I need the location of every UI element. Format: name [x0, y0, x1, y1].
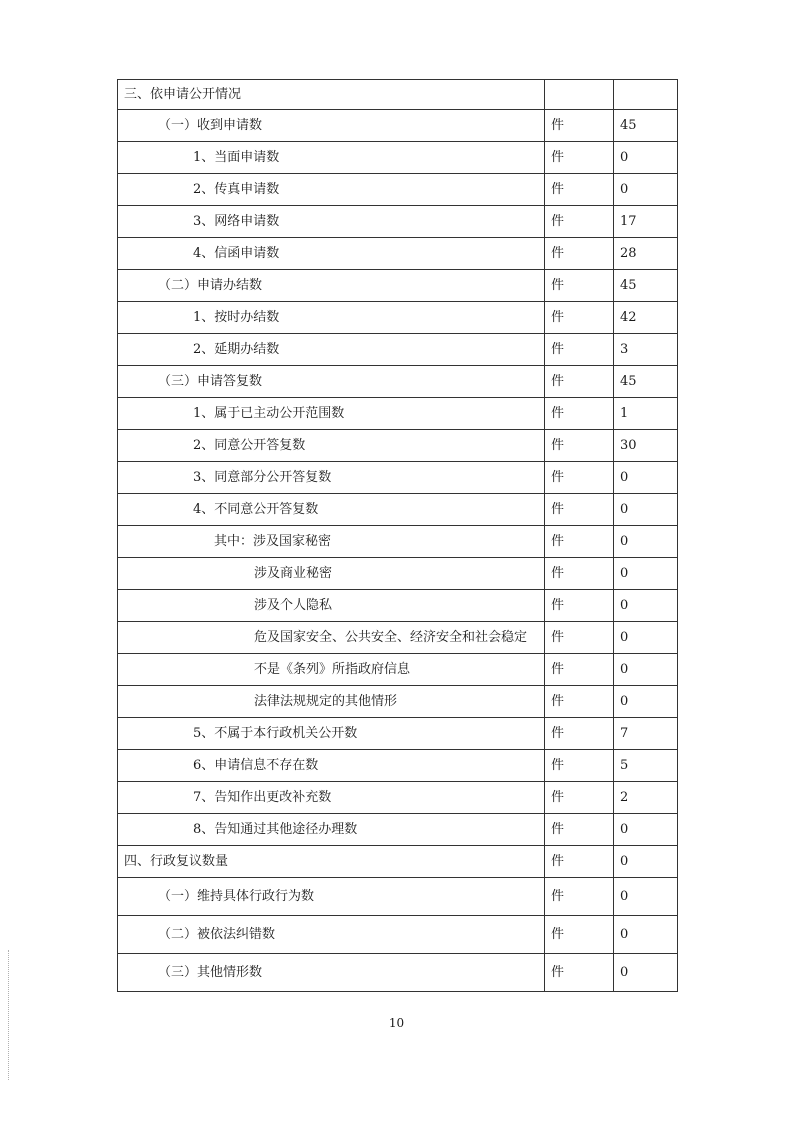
- item-label: 涉及个人隐私: [118, 590, 545, 622]
- item-value: 0: [614, 878, 678, 916]
- page-number: 10: [388, 1016, 405, 1030]
- item-value: 0: [614, 916, 678, 954]
- statistics-table-body: [118, 80, 678, 992]
- table-row: [118, 462, 678, 494]
- item-value: 0: [614, 462, 678, 494]
- item-label: 3、网络申请数: [118, 206, 545, 238]
- item-value: 45: [614, 366, 678, 398]
- item-value: 28: [614, 238, 678, 270]
- item-label: 6、申请信息不存在数: [118, 750, 545, 782]
- statistics-table: [117, 79, 678, 992]
- item-label: 8、告知通过其他途径办理数: [118, 814, 545, 846]
- item-unit: 件: [545, 430, 614, 462]
- table-row: [118, 916, 678, 954]
- item-unit: 件: [545, 462, 614, 494]
- item-value: 3: [614, 334, 678, 366]
- item-unit: 件: [545, 526, 614, 558]
- item-unit: 件: [545, 174, 614, 206]
- item-value: 5: [614, 750, 678, 782]
- item-value: 0: [614, 622, 678, 654]
- item-label: 2、同意公开答复数: [118, 430, 545, 462]
- item-label: （二）被依法纠错数: [118, 916, 545, 954]
- item-unit: 件: [545, 206, 614, 238]
- item-value: 7: [614, 718, 678, 750]
- table-row: [118, 110, 678, 142]
- item-unit: 件: [545, 878, 614, 916]
- item-value: 0: [614, 654, 678, 686]
- table-row: [118, 686, 678, 718]
- item-label: 法律法规规定的其他情形: [118, 686, 545, 718]
- table-row: [118, 302, 678, 334]
- item-unit: 件: [545, 622, 614, 654]
- item-unit: 件: [545, 334, 614, 366]
- item-value: 0: [614, 954, 678, 992]
- table-row: [118, 750, 678, 782]
- item-value: 0: [614, 590, 678, 622]
- item-label: 5、不属于本行政机关公开数: [118, 718, 545, 750]
- item-value: 0: [614, 174, 678, 206]
- item-label: 4、不同意公开答复数: [118, 494, 545, 526]
- item-unit: 件: [545, 366, 614, 398]
- item-label: 危及国家安全、公共安全、经济安全和社会稳定: [118, 622, 545, 654]
- item-unit: 件: [545, 782, 614, 814]
- item-unit: 件: [545, 110, 614, 142]
- table-row: [118, 334, 678, 366]
- item-unit: 件: [545, 270, 614, 302]
- item-unit: [545, 80, 614, 110]
- item-unit: 件: [545, 846, 614, 878]
- item-value: 2: [614, 782, 678, 814]
- item-label: 1、当面申请数: [118, 142, 545, 174]
- item-unit: 件: [545, 398, 614, 430]
- table-row: [118, 270, 678, 302]
- table-row: [118, 398, 678, 430]
- item-unit: 件: [545, 686, 614, 718]
- item-value: 1: [614, 398, 678, 430]
- item-label: 4、信函申请数: [118, 238, 545, 270]
- item-value: 45: [614, 270, 678, 302]
- item-value: 45: [614, 110, 678, 142]
- table-row: [118, 622, 678, 654]
- table-row: [118, 558, 678, 590]
- item-label: 1、按时办结数: [118, 302, 545, 334]
- item-unit: 件: [545, 750, 614, 782]
- item-label: 不是《条列》所指政府信息: [118, 654, 545, 686]
- item-value: 0: [614, 142, 678, 174]
- table-row: [118, 814, 678, 846]
- item-unit: 件: [545, 814, 614, 846]
- item-unit: 件: [545, 718, 614, 750]
- item-unit: 件: [545, 654, 614, 686]
- item-unit: 件: [545, 954, 614, 992]
- table-row: [118, 430, 678, 462]
- item-label: 其中：涉及国家秘密: [118, 526, 545, 558]
- item-label: 7、告知作出更改补充数: [118, 782, 545, 814]
- table-row: [118, 174, 678, 206]
- item-label: （三）申请答复数: [118, 366, 545, 398]
- item-label: 2、延期办结数: [118, 334, 545, 366]
- item-unit: 件: [545, 302, 614, 334]
- item-value: [614, 80, 678, 110]
- item-label: 2、传真申请数: [118, 174, 545, 206]
- item-value: 17: [614, 206, 678, 238]
- table-row: [118, 590, 678, 622]
- item-label: （二）申请办结数: [118, 270, 545, 302]
- item-unit: 件: [545, 494, 614, 526]
- item-value: 0: [614, 558, 678, 590]
- item-value: 0: [614, 686, 678, 718]
- table-row: [118, 846, 678, 878]
- item-unit: 件: [545, 916, 614, 954]
- item-value: 0: [614, 494, 678, 526]
- item-value: 42: [614, 302, 678, 334]
- table-row: [118, 206, 678, 238]
- item-value: 0: [614, 814, 678, 846]
- item-unit: 件: [545, 238, 614, 270]
- item-label: 3、同意部分公开答复数: [118, 462, 545, 494]
- table-row: [118, 654, 678, 686]
- table-row: [118, 366, 678, 398]
- item-value: 30: [614, 430, 678, 462]
- table-row: [118, 954, 678, 992]
- item-unit: 件: [545, 142, 614, 174]
- item-label: 1、属于已主动公开范围数: [118, 398, 545, 430]
- item-label: 涉及商业秘密: [118, 558, 545, 590]
- item-label: 三、依申请公开情况: [118, 80, 545, 110]
- table-row: [118, 718, 678, 750]
- table-row: [118, 494, 678, 526]
- table-row: [118, 80, 678, 110]
- item-label: （一）收到申请数: [118, 110, 545, 142]
- table-row: [118, 526, 678, 558]
- item-value: 0: [614, 846, 678, 878]
- item-unit: 件: [545, 558, 614, 590]
- item-unit: 件: [545, 590, 614, 622]
- table-row: [118, 142, 678, 174]
- table-row: [118, 782, 678, 814]
- item-label: 四、行政复议数量: [118, 846, 545, 878]
- item-label: （三）其他情形数: [118, 954, 545, 992]
- scan-edge-mark: [8, 950, 11, 1080]
- table-row: [118, 878, 678, 916]
- item-value: 0: [614, 526, 678, 558]
- item-label: （一）维持具体行政行为数: [118, 878, 545, 916]
- table-row: [118, 238, 678, 270]
